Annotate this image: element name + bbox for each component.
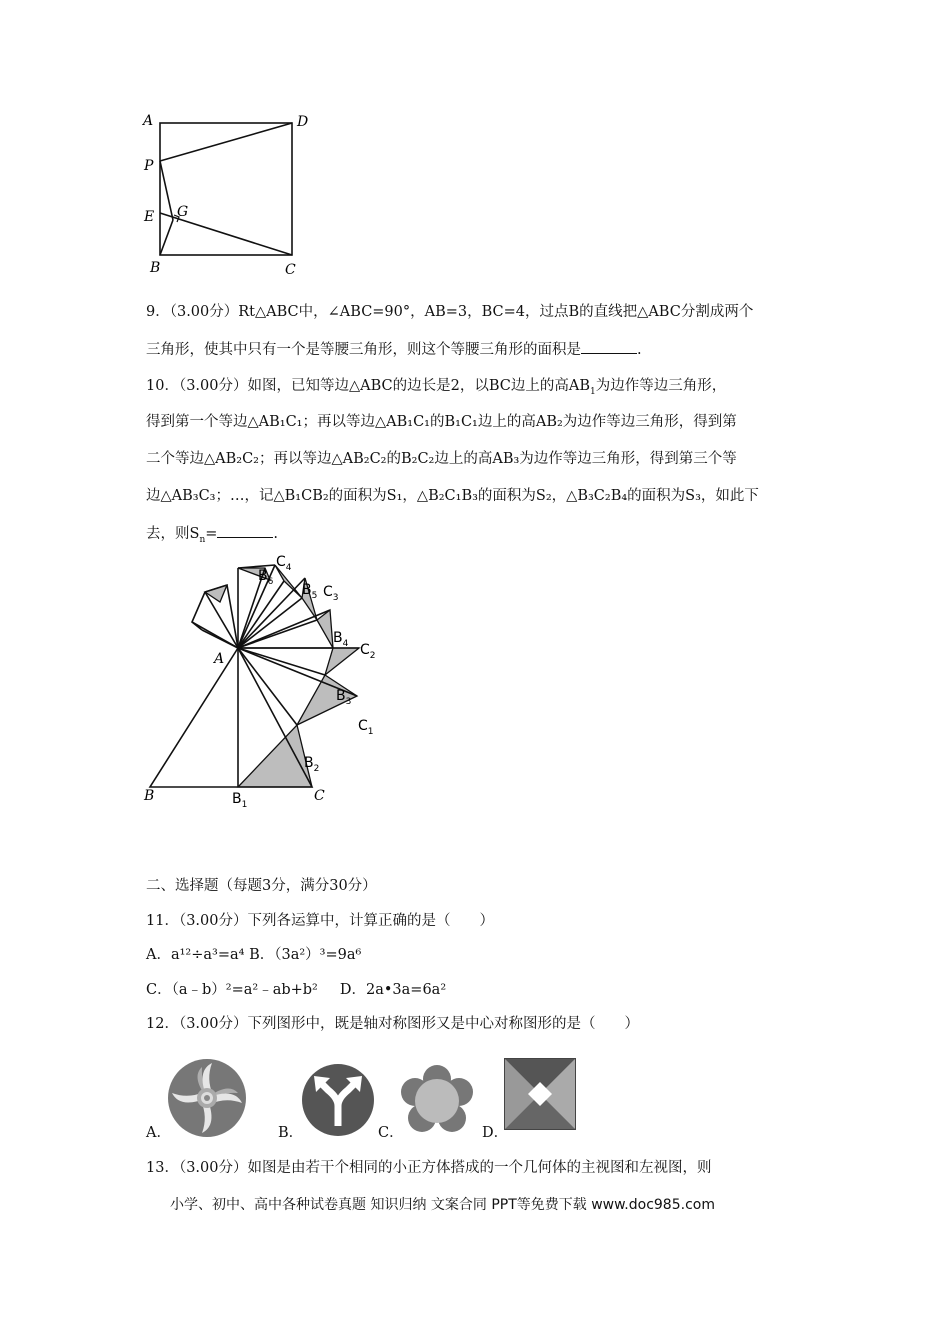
spiral-label-B4: $B_4$	[333, 630, 349, 649]
spiral-label-B1: $B_1$	[232, 791, 248, 810]
label-P: P	[144, 158, 154, 174]
label-A: A	[143, 113, 154, 129]
q11-option-c[interactable]: C．（a﹣b）²=a²﹣ab+b²	[146, 982, 318, 998]
q11-option-b[interactable]: B．（3a²）³=9a⁶	[249, 947, 362, 963]
q10-l5-eq: =	[205, 526, 218, 542]
q11-stem: 11．（3.00分）下列各运算中，计算正确的是（ ）	[146, 913, 494, 929]
q9-answer-blank[interactable]	[581, 339, 637, 354]
spiral-triangles-figure	[140, 550, 400, 820]
q10-line3: 二个等边△AB₂C₂；再以等边△AB₂C₂的B₂C₂边上的高AB₃为边作等边三角形，得到第三个等	[146, 451, 737, 467]
q13-stem: 13．（3.00分）如图是由若干个相同的小正方体搭成的一个几何体的主视图和左视图，则	[146, 1160, 712, 1176]
q12-label-c[interactable]: C．	[378, 1125, 404, 1141]
q11-options-cd	[146, 980, 446, 1000]
square-figure	[140, 110, 320, 280]
section2-title: 二、选择题（每题3分，满分30分）	[146, 878, 377, 894]
q12-label-a[interactable]: A．	[146, 1125, 171, 1141]
q10-line2: 得到第一个等边△AB₁C₁；再以等边△AB₁C₁的B₁C₁边上的高AB₂为边作等边三角形，得到第	[146, 414, 737, 430]
q11-options-ab	[146, 945, 361, 965]
q10-l1-sub: 1	[590, 386, 596, 397]
q10-line5: 去，则$S_n=$ .	[146, 523, 278, 544]
q10-answer-blank[interactable]	[217, 523, 273, 538]
label-C: C	[285, 262, 296, 278]
q9-line1: 9．（3.00分）Rt△ABC中，∠ABC=90°，AB=3，BC=4，过点B的直线把△ABC分割成两个	[146, 304, 754, 320]
q12-stem: 12．（3.00分）下列图形中，既是轴对称图形又是中心对称图形的是（ ）	[146, 1016, 639, 1032]
label-D: D	[297, 114, 309, 130]
q10-line1	[146, 376, 726, 396]
q11-option-a[interactable]: A．a¹²÷a³=a⁴	[146, 947, 245, 963]
label-E: E	[144, 209, 155, 225]
q10-l1a: 10．（3.00分）如图，已知等边△ABC的边长是2，以BC边上的高AB	[146, 378, 590, 394]
spiral-label-C1: $C_1$	[358, 718, 374, 737]
spiral-label-C2: $C_2$	[360, 642, 376, 661]
q12-label-b[interactable]: B．	[278, 1125, 304, 1141]
q12-image-c-flower-icon[interactable]	[400, 1065, 474, 1137]
q9-line2-end: .	[637, 342, 642, 358]
spiral-label-C: C	[314, 788, 325, 804]
label-G: G	[177, 204, 189, 220]
spiral-label-A: A	[214, 651, 225, 667]
q12-image-a-wheel-icon[interactable]	[166, 1057, 248, 1139]
q12-image-b-split-arrow-icon[interactable]	[300, 1062, 376, 1138]
q9-line2-text: 三角形，使其中只有一个是等腰三角形，则这个等腰三角形的面积是	[146, 342, 581, 358]
q10-l1b: 为边作等边三角形，	[595, 378, 727, 394]
spiral-label-B2: $B_2$	[304, 755, 320, 774]
q10-line4: 边△AB₃C₃；…，记△B₁CB₂的面积为S₁，△B₂C₁B₃的面积为S₂，△B₃C₂B₄的面积为S₃，如此下	[146, 488, 759, 504]
q12-image-d-square-pinwheel-icon[interactable]	[504, 1058, 576, 1130]
q9-line2	[146, 339, 642, 360]
q12-label-d[interactable]: D．	[482, 1125, 509, 1141]
spiral-label-B3: $B_3$	[336, 688, 352, 707]
q10-l5-sub: n	[199, 534, 206, 545]
spiral-label-B6: $B_6$	[258, 568, 274, 587]
q10-l5-prefix: 去，则S	[146, 526, 200, 542]
spiral-label-B5: $B_5$	[302, 582, 318, 601]
page-footer: 小学、初中、高中各种试卷真题 知识归纳 文案合同 PPT等免费下载 www.doc985.com	[170, 1197, 715, 1213]
spiral-label-C3: $C_3$	[323, 584, 339, 603]
spiral-label-B: B	[144, 788, 155, 804]
spiral-label-C4: $C_4$	[276, 554, 292, 573]
q11-option-d[interactable]: D．2a•3a=6a²	[339, 982, 447, 998]
label-B: B	[150, 260, 161, 276]
